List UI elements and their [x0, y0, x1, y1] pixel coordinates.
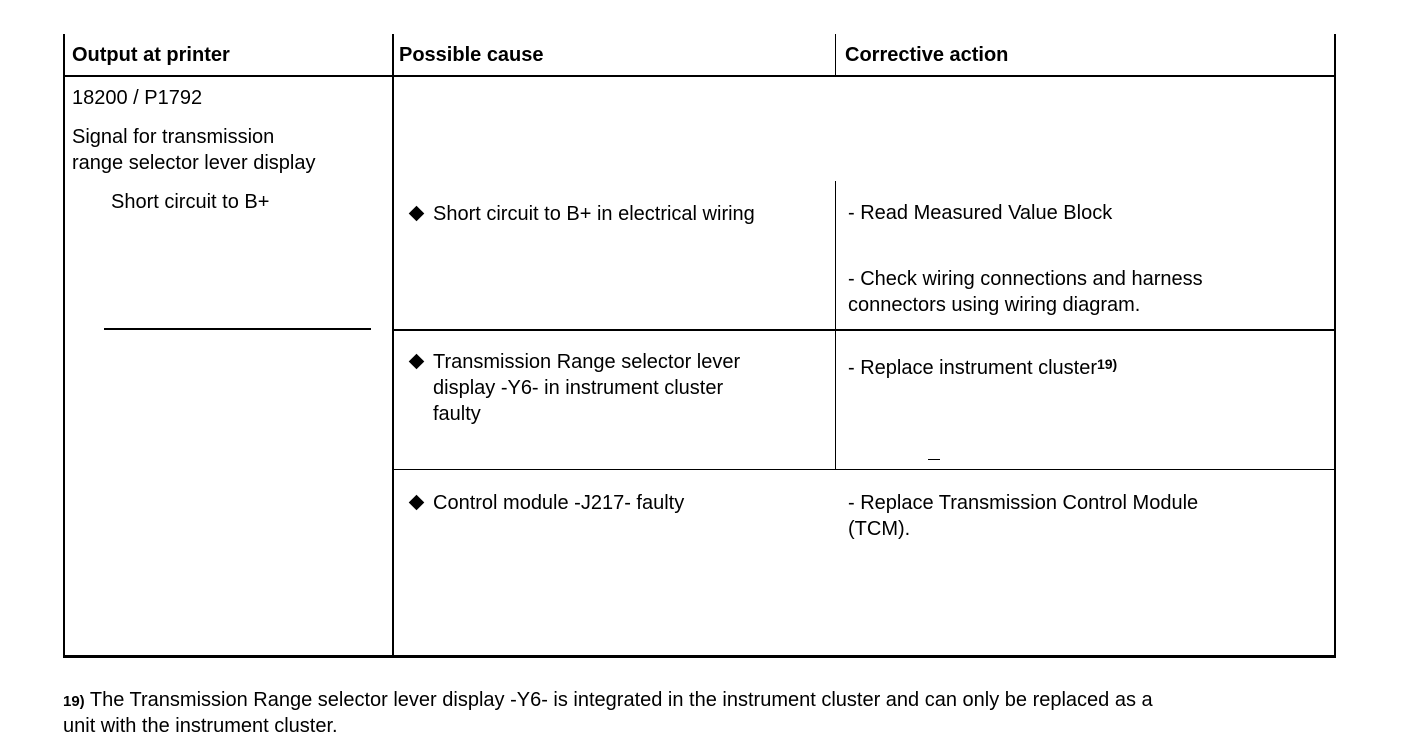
action-row-1b-line-1: - Check wiring connections and harness — [848, 268, 1203, 290]
small-tick-mark — [928, 459, 940, 460]
column-divider-2 — [835, 181, 836, 470]
footnote-marker: 19) — [63, 693, 85, 710]
footnote-text-line-2: unit with the instrument cluster. — [63, 715, 338, 737]
bullet-diamond-icon — [409, 495, 425, 511]
fault-condition: Short circuit to B+ — [111, 191, 270, 213]
action-row-2-line-1: - Replace instrument cluster — [848, 357, 1097, 379]
action-row-1b-line-2: connectors using wiring diagram. — [848, 294, 1141, 316]
bullet-diamond-icon — [409, 354, 425, 370]
fault-description-line-2: range selector lever display — [72, 152, 316, 174]
cause-row-1-line-1: Short circuit to B+ in electrical wiring — [433, 203, 755, 225]
row-divider-2 — [392, 469, 1335, 470]
action-row-3-line-2: (TCM). — [848, 518, 911, 540]
table-right-border — [1334, 34, 1336, 658]
cause-row-3-line-1: Control module -J217- faulty — [433, 492, 685, 514]
footnote-text-line-1: The Transmission Range selector lever display -Y6- is integrated in the instrument cluster and can only be replaced as a — [89, 689, 1153, 711]
action-row-2 — [848, 355, 1117, 381]
footnote-line-1 — [63, 687, 1153, 715]
table-left-border — [63, 34, 65, 658]
footnote-reference: 19) — [1096, 356, 1118, 372]
column-divider-2-header — [835, 34, 836, 76]
cause-row-2-line-3: faulty — [433, 403, 481, 425]
action-row-1-line-1: - Read Measured Value Block — [848, 202, 1113, 224]
fault-description-line-1: Signal for transmission — [72, 126, 275, 148]
row-divider-1 — [392, 329, 1335, 331]
action-row-3-line-1: - Replace Transmission Control Module — [848, 492, 1199, 514]
cause-row-2-line-1: Transmission Range selector lever — [433, 351, 741, 373]
output-column-separator — [104, 328, 371, 330]
column-divider-1 — [392, 34, 394, 656]
header-possible-cause: Possible cause — [399, 44, 544, 66]
header-corrective-action: Corrective action — [845, 44, 1009, 66]
cause-row-2-line-2: display -Y6- in instrument cluster — [433, 377, 724, 399]
header-bottom-border — [63, 75, 1336, 77]
header-output-at-printer: Output at printer — [72, 44, 230, 66]
fault-code: 18200 / P1792 — [72, 87, 203, 109]
bullet-diamond-icon — [409, 206, 425, 222]
table-bottom-border — [63, 655, 1336, 658]
